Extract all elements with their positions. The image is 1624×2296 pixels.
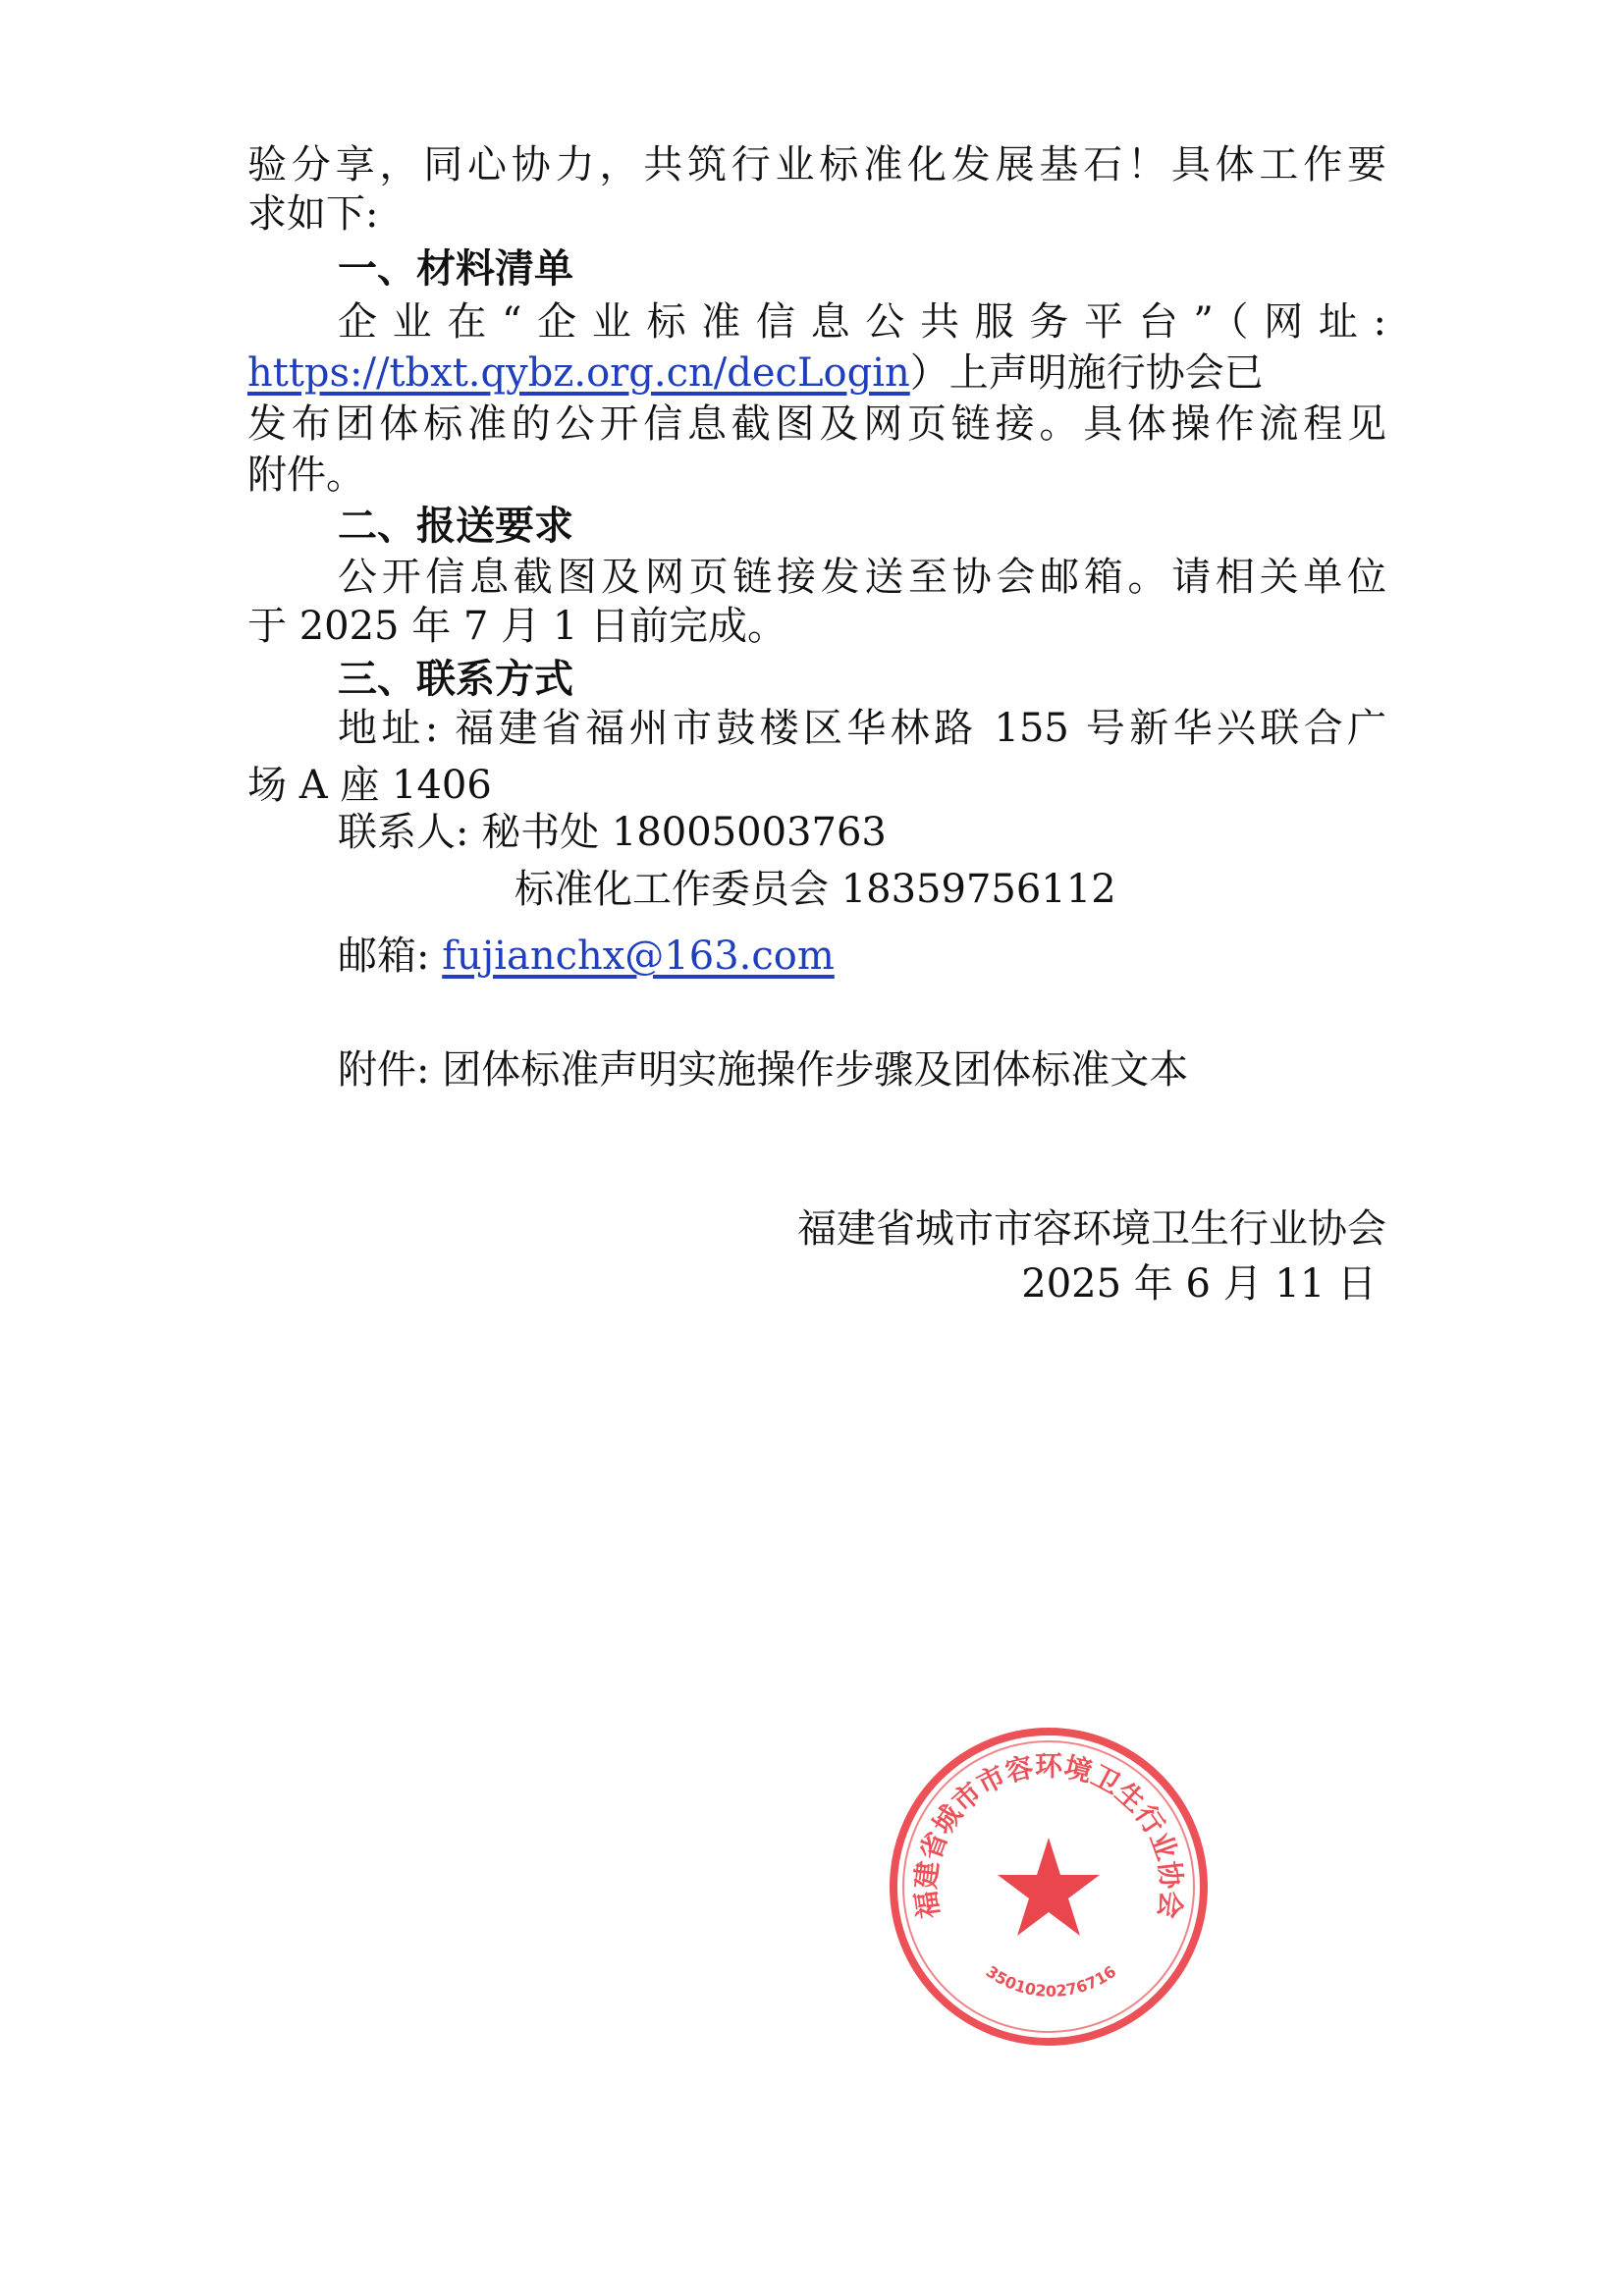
- signature-date: 2025 年 6 月 11 日: [1021, 1261, 1377, 1307]
- address-line: 地址: 福建省福州市鼓楼区华林路 155 号新华兴联合广: [338, 706, 1386, 751]
- seal-org-text: 福建省城市市容环境卫生行业协会: [909, 1749, 1188, 1921]
- email-link[interactable]: fujianchx@163.com: [442, 934, 835, 979]
- address-line: 场 A 座 1406: [247, 763, 492, 808]
- star-icon: [998, 1838, 1100, 1936]
- paragraph-line: 求如下:: [247, 191, 379, 237]
- paragraph-line: 于 2025 年 7 月 1 日前完成。: [247, 604, 786, 649]
- email-label: 邮箱:: [338, 934, 443, 979]
- paragraph-line: 公开信息截图及网页链接发送至协会邮箱。请相关单位: [338, 555, 1386, 600]
- attachment-line: 附件: 团体标准声明实施操作步骤及团体标准文本: [338, 1047, 1189, 1093]
- official-seal-stamp: [882, 1720, 1216, 2054]
- contact-line: 联系人: 秘书处 18005003763: [338, 810, 887, 855]
- contact-line: 标准化工作委员会 18359756112: [514, 867, 1116, 912]
- section-heading-materials: 一、材料清单: [338, 246, 573, 292]
- paragraph-line-with-link: [247, 350, 1386, 396]
- signature-organization: 福建省城市市容环境卫生行业协会: [797, 1206, 1386, 1252]
- section-heading-submission: 二、报送要求: [338, 504, 573, 549]
- email-line: [338, 934, 1386, 979]
- seal-code-text: 3501020276716: [982, 1961, 1120, 2001]
- paragraph-line: 企业在“企业标准信息公共服务平台”（网址:: [338, 299, 1386, 345]
- paragraph-line: 附件。: [247, 453, 365, 498]
- paragraph-text: ）上声明施行协会已: [909, 350, 1264, 396]
- paragraph-line: 验分享，同心协力，共筑行业标准化发展基石！具体工作要: [247, 142, 1386, 187]
- paragraph-line: 发布团体标准的公开信息截图及网页链接。具体操作流程见: [247, 401, 1386, 447]
- platform-url-link[interactable]: https://tbxt.qybz.org.cn/decLogin: [247, 350, 910, 396]
- section-heading-contact: 三、联系方式: [338, 657, 573, 702]
